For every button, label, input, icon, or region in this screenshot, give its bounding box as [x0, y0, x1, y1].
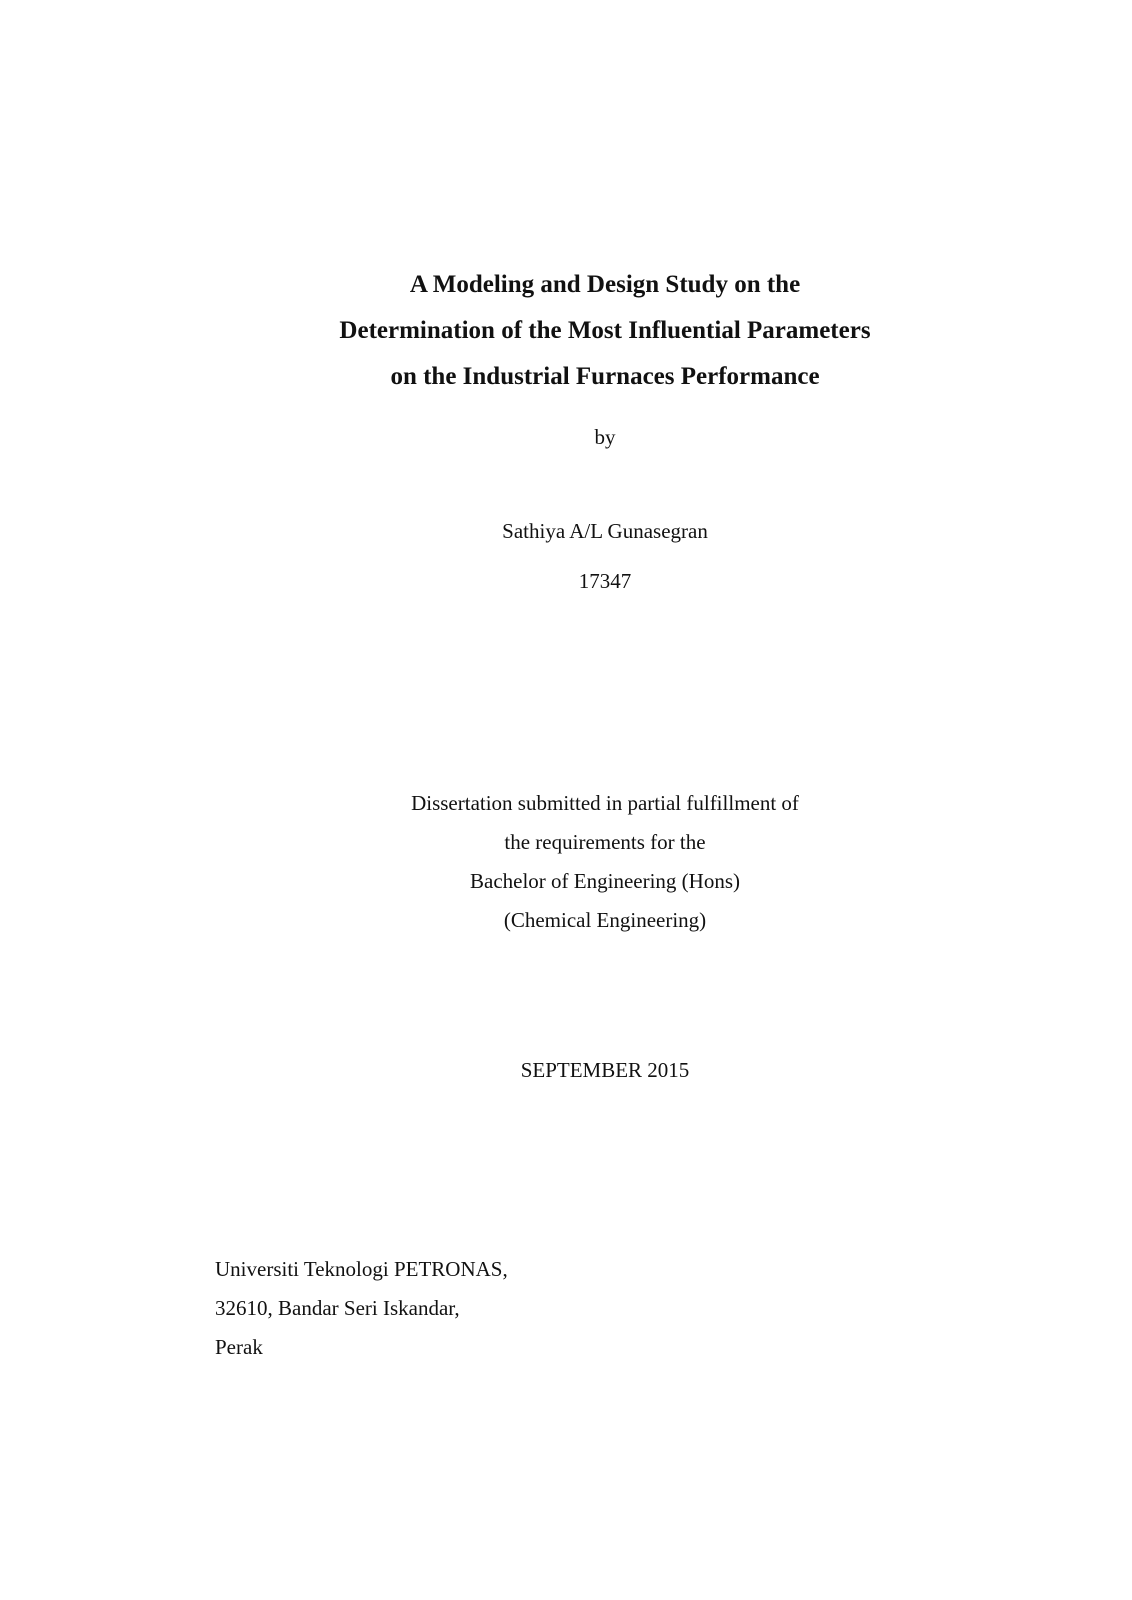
author-name: Sathiya A/L Gunasegran	[502, 519, 708, 543]
submission-statement	[0, 784, 1132, 940]
student-id: 17347	[578, 569, 632, 593]
title-line: Determination of the Most Influential Parameters	[339, 317, 871, 344]
university-address	[215, 1250, 508, 1367]
statement-line: Dissertation submitted in partial fulfillment of	[411, 791, 799, 815]
thesis-title	[0, 262, 1132, 400]
statement-line: Bachelor of Engineering (Hons)	[470, 869, 740, 893]
statement-line: the requirements for the	[504, 830, 706, 854]
statement-line: (Chemical Engineering)	[503, 908, 707, 932]
title-line: A Modeling and Design Study on the	[409, 271, 801, 298]
submission-date: SEPTEMBER 2015	[520, 1058, 690, 1082]
address-line: Universiti Teknologi PETRONAS,	[215, 1257, 508, 1281]
address-line: 32610, Bandar Seri Iskandar,	[215, 1296, 460, 1320]
address-line: Perak	[215, 1335, 263, 1359]
by-label: by	[594, 425, 616, 449]
title-line: on the Industrial Furnaces Performance	[390, 363, 820, 390]
